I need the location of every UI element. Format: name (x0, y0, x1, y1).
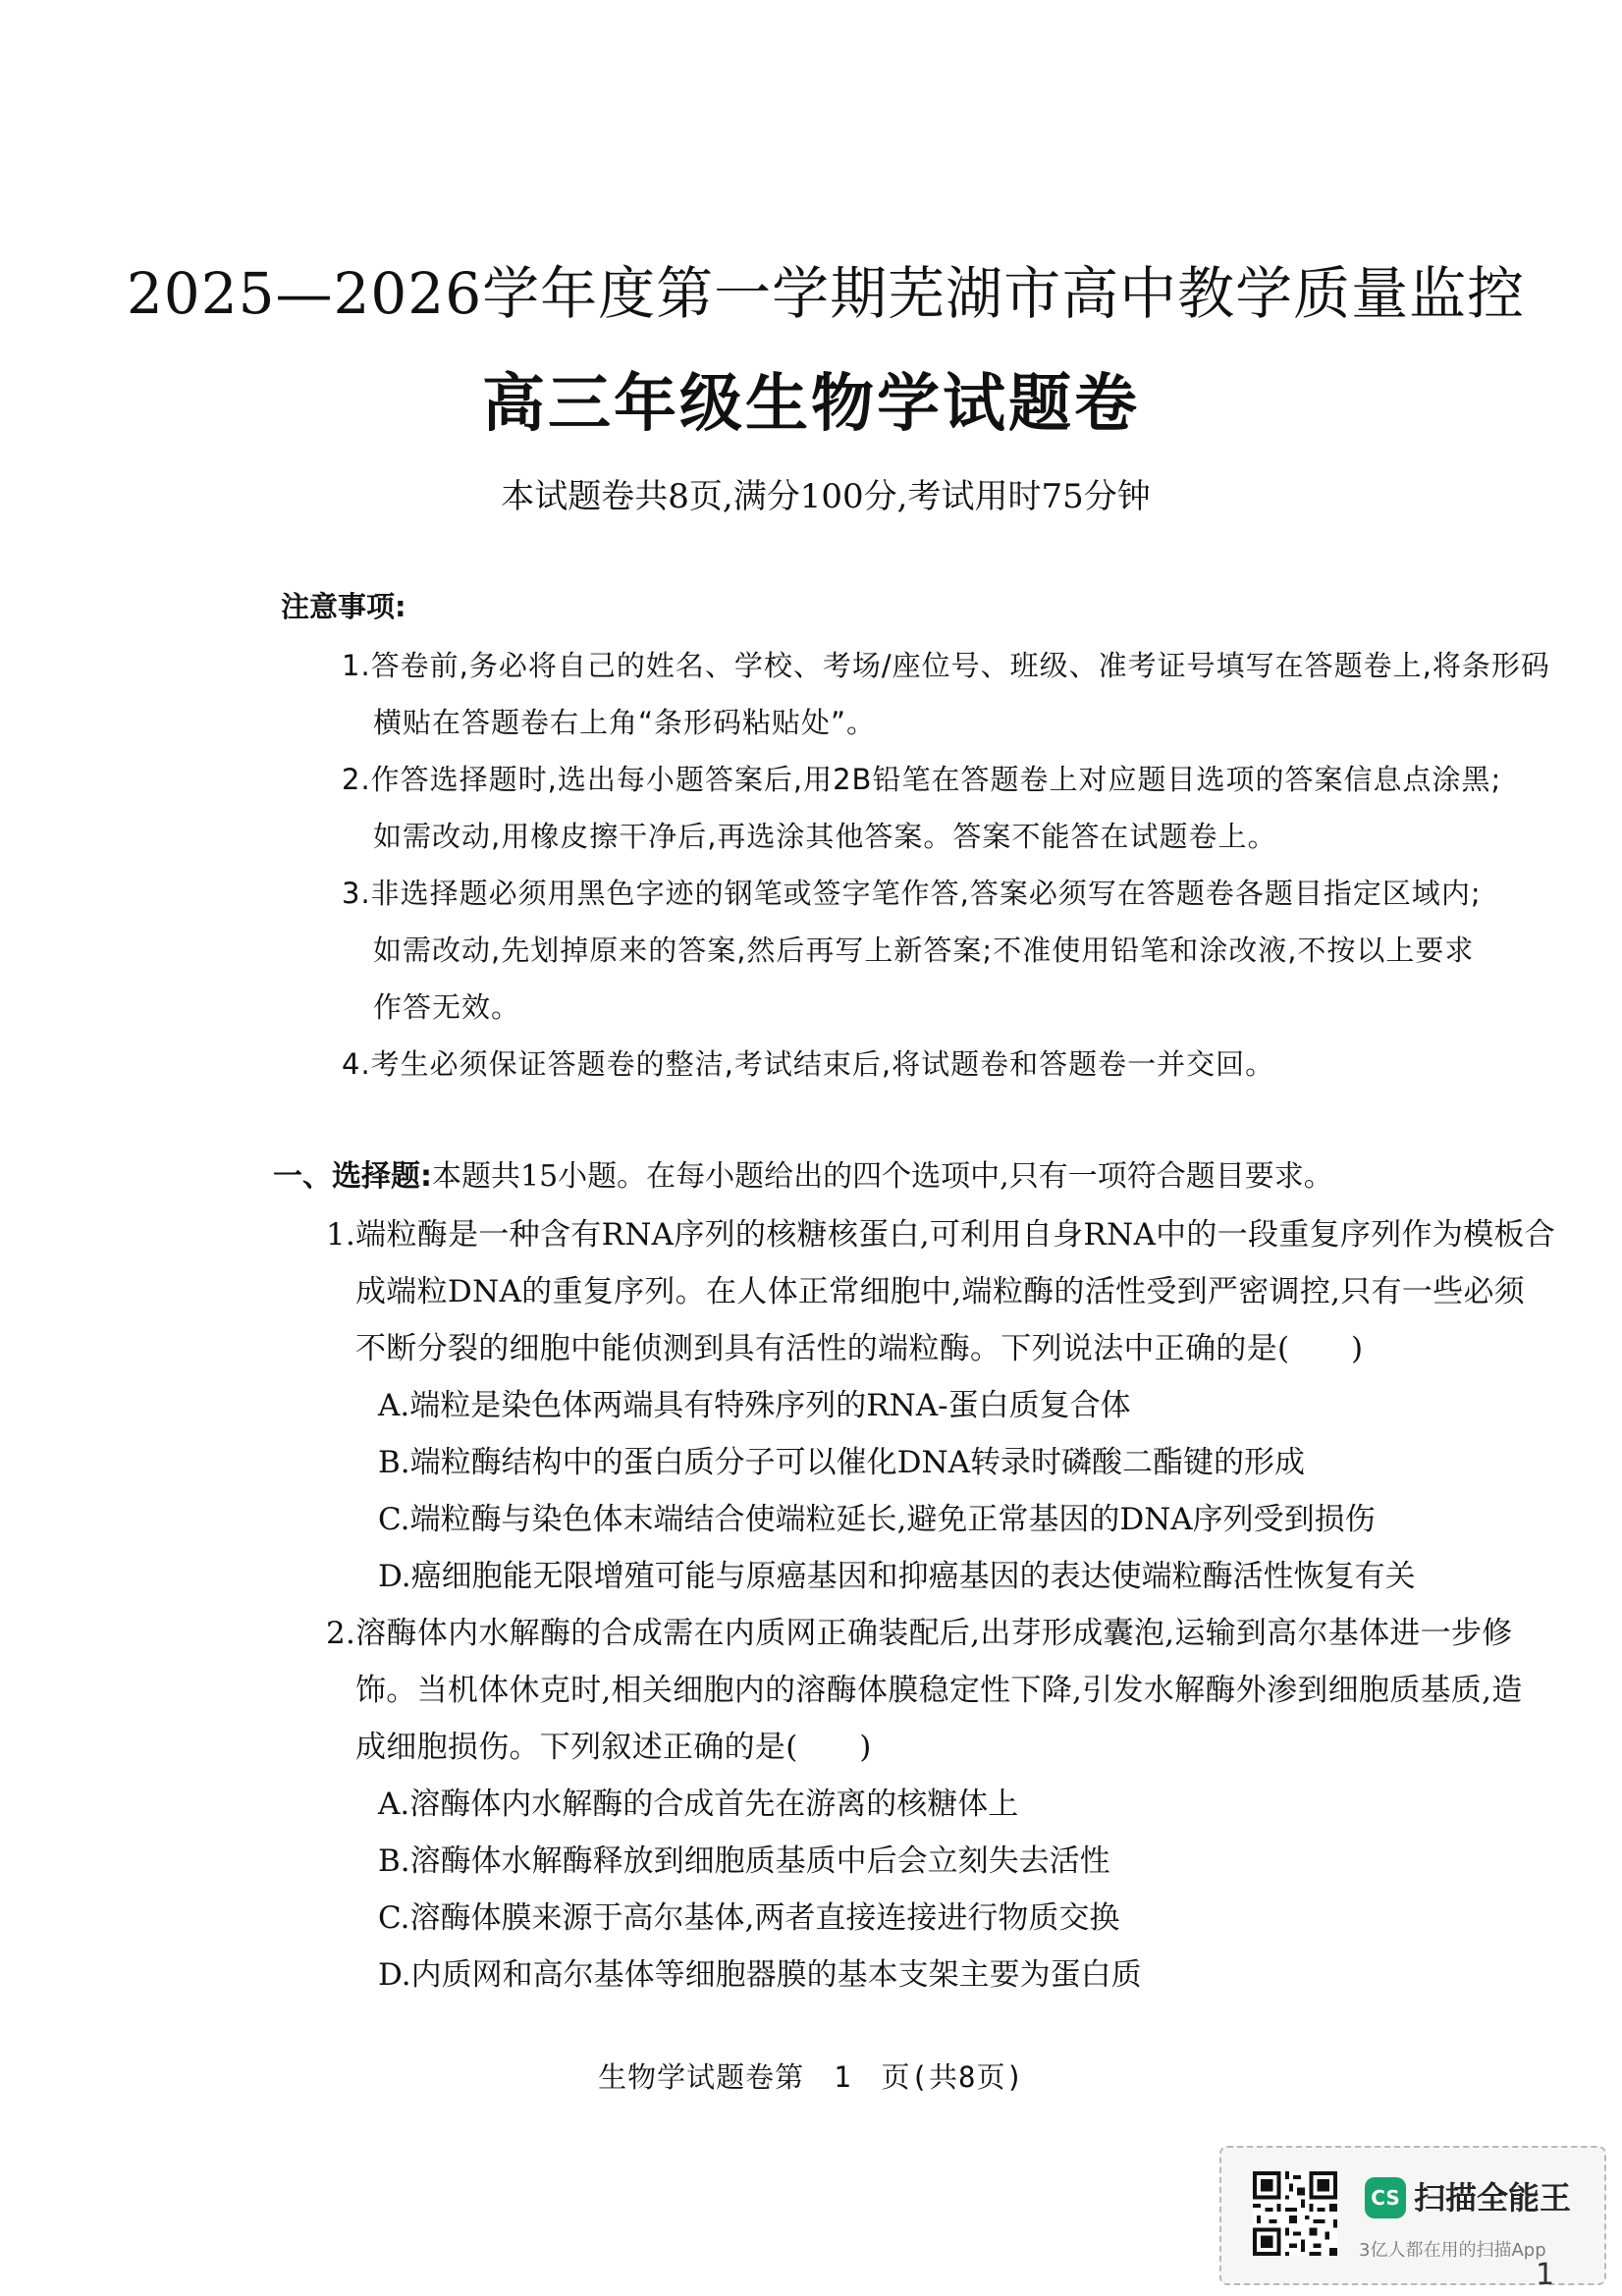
question-2-stem: 饰。当机体休克时,相关细胞内的溶酶体膜稳定性下降,引发水解酶外渗到细胞质基质,造 (355, 1673, 1523, 1708)
question-1-option-b: B.端粒酶结构中的蛋白质分子可以催化DNA转录时磷酸二酯键的形成 (378, 1445, 1305, 1480)
scanner-app-name: 扫描全能王 (1414, 2179, 1572, 2216)
notice-line: 3.非选择题必须用黑色字迹的钢笔或签字笔作答,答案必须写在答题卷各题目指定区域内; (342, 877, 1482, 910)
notice-line: 作答无效。 (373, 990, 521, 1024)
question-2-option-d: D.内质网和高尔基体等细胞器膜的基本支架主要为蛋白质 (378, 1957, 1142, 1993)
notice-line: 如需改动,用橡皮擦干净后,再选涂其他答案。答案不能答在试题卷上。 (373, 820, 1277, 853)
notice-line: 2.作答选择题时,选出每小题答案后,用2B铅笔在答题卷上对应题目选项的答案信息点涂黑; (342, 763, 1502, 796)
question-1-stem: 1.端粒酶是一种含有RNA序列的核糖核蛋白,可利用自身RNA中的一段重复序列作为模板合 (326, 1217, 1556, 1253)
question-2-option-b: B.溶酶体水解酶释放到细胞质基质中后会立刻失去活性 (378, 1843, 1110, 1879)
notice-line: 如需改动,先划掉原来的答案,然后再写上新答案;不准使用铅笔和涂改液,不按以上要求 (373, 934, 1475, 967)
notice-heading: 注意事项: (281, 590, 406, 623)
question-1-stem: 不断分裂的细胞中能侦测到具有活性的端粒酶。下列说法中正确的是( ) (355, 1331, 1364, 1366)
question-2-option-a: A.溶酶体内水解酶的合成首先在游离的核糖体上 (378, 1787, 1019, 1822)
section-description: 本题共15小题。在每小题给出的四个选项中,只有一项符合题目要求。 (432, 1159, 1333, 1194)
notice-line: 1.答卷前,务必将自己的姓名、学校、考场/座位号、班级、准考证号填写在答题卷上,将条形码 (342, 649, 1550, 682)
cs-logo-icon: CS (1365, 2177, 1406, 2218)
scanner-slogan: 3亿人都在用的扫描App (1359, 2240, 1546, 2261)
question-2-stem: 成细胞损伤。下列叙述正确的是( ) (355, 1730, 872, 1765)
paper-title: 高三年级生物学试题卷 (482, 367, 1140, 441)
question-1-option-c: C.端粒酶与染色体末端结合使端粒延长,避免正常基因的DNA序列受到损伤 (378, 1502, 1376, 1537)
exam-info: 本试题卷共8页,满分100分,考试用时75分钟 (501, 477, 1151, 516)
exam-series-title: 2025—2026学年度第一学期芜湖市高中教学质量监控 (126, 260, 1526, 327)
scan-page-number: 1 (1536, 2258, 1555, 2292)
question-2-stem: 2.溶酶体内水解酶的合成需在内质网正确装配后,出芽形成囊泡,运输到高尔基体进一步修 (326, 1616, 1513, 1651)
notice-line: 4.考生必须保证答题卷的整洁,考试结束后,将试题卷和答题卷一并交回。 (342, 1047, 1275, 1081)
section-heading (273, 1151, 1333, 1195)
notice-line: 横贴在答题卷右上角“条形码粘贴处”。 (373, 706, 877, 739)
question-1-option-a: A.端粒是染色体两端具有特殊序列的RNA-蛋白质复合体 (378, 1388, 1131, 1423)
question-1-stem: 成端粒DNA的重复序列。在人体正常细胞中,端粒酶的活性受到严密调控,只有一些必须 (355, 1274, 1526, 1309)
page-footer: 生物学试题卷第 1 页(共8页) (598, 2060, 1024, 2094)
section-label: 一、选择题: (273, 1159, 432, 1194)
question-1-option-d: D.癌细胞能无限增殖可能与原癌基因和抑癌基因的表达使端粒酶活性恢复有关 (378, 1559, 1416, 1594)
qr-code-icon (1253, 2171, 1337, 2256)
question-2-option-c: C.溶酶体膜来源于高尔基体,两者直接连接进行物质交换 (378, 1900, 1120, 1936)
